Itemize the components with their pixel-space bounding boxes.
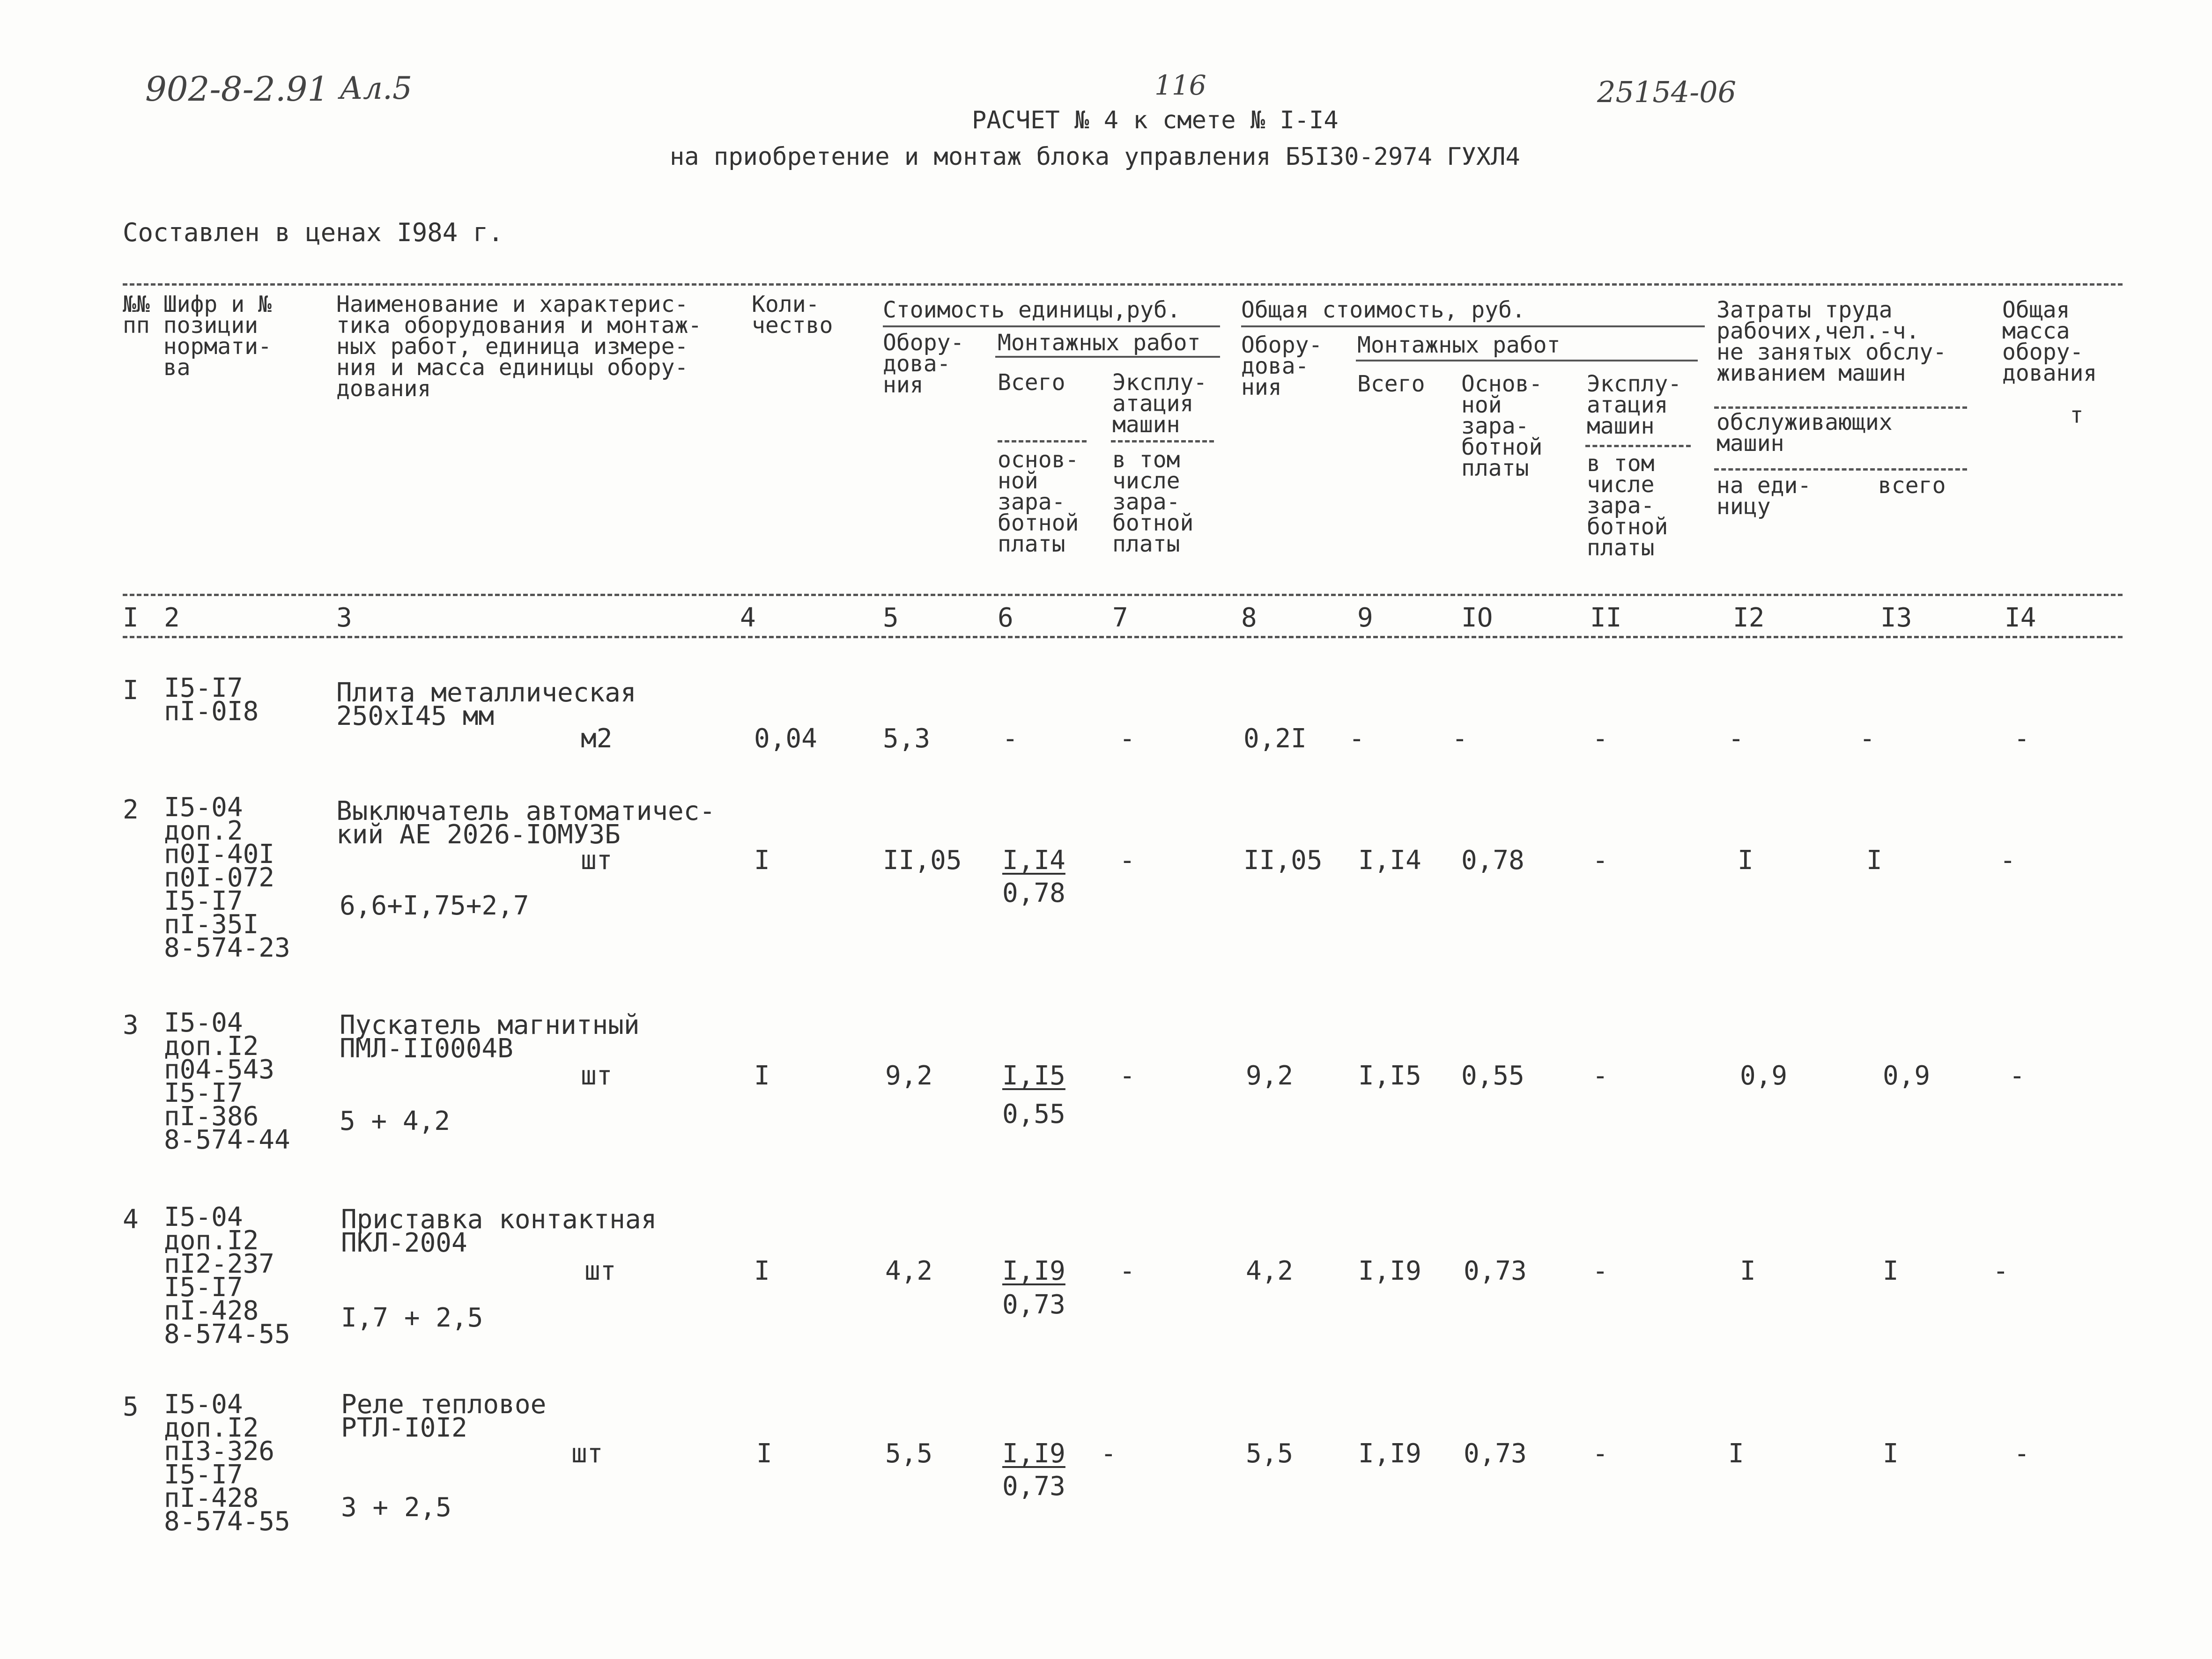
row-quantity: I — [754, 1256, 770, 1286]
row-total-mount: I,I5 — [1358, 1061, 1421, 1091]
header-unit-mount-wages: основ- ной зара- ботной платы — [998, 447, 1079, 557]
header-unit-cost-group: Стоимость единицы,руб. — [883, 297, 1181, 323]
row-unit-equipment: 5,3 — [883, 723, 931, 754]
header-unit-equipment: Обору- дова- ния — [883, 330, 964, 398]
row-code: I5-04 доп.I2 пI3-326 I5-I7 пI-428 8-574-55 — [164, 1389, 290, 1537]
row-total-mount: I,I9 — [1358, 1438, 1421, 1469]
col-number: I — [123, 603, 139, 633]
row-total-mount: I,I4 — [1358, 845, 1421, 876]
row-name: Выключатель автоматичес- кий АЕ 2026-IОМУ3Б — [336, 796, 716, 850]
page-subtitle: на приобретение и монтаж блока управления Б5I30-2974 ГУХЛ4 — [670, 143, 1520, 171]
row-total-equipment: II,05 — [1243, 845, 1323, 876]
row-mass: - — [1993, 1256, 2009, 1286]
prices-note: Составлен в ценах I984 г. — [123, 218, 503, 247]
row-unit-mount: I,I9 — [1002, 1438, 1065, 1469]
header-total-machine-op: Эксплу- атация машин — [1587, 371, 1682, 439]
row-unit-equipment: II,05 — [883, 845, 962, 876]
header-total-mount-group: Монтажных работ — [1357, 332, 1561, 358]
col-number: 5 — [883, 603, 899, 633]
row-mass-formula: 3 + 2,5 — [341, 1492, 452, 1523]
row-total-machine: - — [1592, 1256, 1608, 1286]
row-labor-unit: I — [1738, 845, 1753, 876]
row-quantity: 0,04 — [754, 723, 817, 754]
row-total-wages: - — [1452, 723, 1468, 754]
header-total-equipment: Обору- дова- ния — [1241, 332, 1323, 400]
row-labor-unit: 0,9 — [1740, 1061, 1788, 1091]
col-number: 7 — [1112, 603, 1128, 633]
row-total-equipment: 0,2I — [1243, 723, 1307, 754]
col-number: 4 — [740, 603, 756, 633]
row-name: Реле тепловое РТЛ-I0I2 — [341, 1389, 547, 1443]
header-code-col: №№ Шифр и № пп позиции нормати- ва — [123, 291, 272, 381]
row-mass-formula: I,7 + 2,5 — [341, 1303, 483, 1333]
col-number: 6 — [998, 603, 1014, 633]
row-name: Пускатель магнитный ПМЛ-II0004В — [340, 1010, 640, 1064]
row-unit-mount: - — [1002, 723, 1018, 754]
row-total-mount: - — [1349, 723, 1365, 754]
row-total-wages: 0,78 — [1461, 845, 1524, 876]
row-mass: - — [2014, 1438, 2030, 1469]
header-bottom-rule — [123, 594, 2123, 596]
col-number: 9 — [1357, 603, 1373, 633]
row-number: 2 — [123, 795, 139, 825]
row-name: Плита металлическая 250хI45 мм — [336, 678, 636, 731]
col-number: 3 — [336, 603, 352, 633]
row-total-machine: - — [1592, 723, 1608, 754]
header-unit-mount-group: Монтажных работ — [998, 330, 1201, 356]
row-labor-total: 0,9 — [1883, 1061, 1931, 1091]
row-mass-formula: 5 + 4,2 — [340, 1106, 451, 1136]
header-unit-machine-op: Эксплу- атация машин — [1112, 369, 1207, 438]
header-unit-mount-total: Всего — [998, 369, 1065, 396]
row-unit-mount-wages: 0,73 — [1002, 1290, 1065, 1320]
header-labor-group: Затраты труда рабочих,чел.-ч. не занятых обслу- живанием машин — [1716, 297, 1947, 386]
album-number: Ал.5 — [340, 70, 412, 106]
row-code: I5-04 доп.2 п0I-40I п0I-072 I5-I7 пI-35I 8-574-23 — [164, 792, 290, 963]
header-total-cost-group: Общая стоимость, руб. — [1241, 297, 1525, 323]
row-code: I5-04 доп.I2 пI2-237 I5-I7 пI-428 8-574-55 — [164, 1202, 290, 1349]
row-total-wages: 0,55 — [1461, 1061, 1524, 1091]
row-unit: шт — [581, 845, 613, 876]
row-labor-total: I — [1883, 1256, 1899, 1286]
row-unit-mount-wages: 0,55 — [1002, 1099, 1065, 1129]
header-name-col: Наименование и характерис- тика оборудования и монтаж- ных работ, единица измере- ния и масса единицы обору- дования — [336, 291, 702, 402]
header-total-machine-wages: в том числе зара- ботной платы — [1587, 450, 1668, 561]
col-number: 2 — [164, 603, 180, 633]
row-mass-formula: 6,6+I,75+2,7 — [340, 891, 529, 921]
header-unit-machine-wages: в том числе зара- ботной платы — [1112, 447, 1194, 557]
row-unit: шт — [571, 1438, 603, 1469]
row-code: I5-04 доп.I2 п04-543 I5-I7 пI-386 8-574-44 — [164, 1008, 290, 1155]
row-total-machine: - — [1592, 1438, 1608, 1469]
row-labor-unit: I — [1740, 1256, 1756, 1286]
row-name: Приставка контактная ПКЛ-2004 — [341, 1204, 657, 1258]
row-unit-mount: I,I9 — [1002, 1256, 1065, 1286]
row-labor-total: - — [1859, 723, 1875, 754]
row-unit-machine: - — [1101, 1438, 1117, 1469]
row-unit-equipment: 4,2 — [885, 1256, 933, 1286]
header-labor-machine-service: обслуживающих машин — [1716, 409, 1893, 457]
column-numbers-rule — [123, 636, 2123, 638]
col-number: 8 — [1241, 603, 1257, 633]
row-unit-equipment: 9,2 — [885, 1061, 933, 1091]
page-title: РАСЧЕТ № 4 к смете № I-I4 — [972, 106, 1339, 134]
row-unit-mount-wages: 0,78 — [1002, 878, 1065, 908]
row-unit-mount: I,I5 — [1002, 1061, 1065, 1091]
row-labor-unit: - — [1728, 723, 1744, 754]
row-number: 3 — [123, 1010, 139, 1040]
row-number: 4 — [123, 1204, 139, 1235]
header-total-mass: Общая масса обору- дования т — [2002, 297, 2097, 428]
row-mass: - — [2009, 1061, 2025, 1091]
row-unit-mount-wages: 0,73 — [1002, 1471, 1065, 1502]
row-quantity: I — [754, 1061, 770, 1091]
col-number: I4 — [2005, 603, 2036, 633]
row-total-equipment: 5,5 — [1246, 1438, 1294, 1469]
row-quantity: I — [754, 845, 770, 876]
doc-number: 25154-06 — [1597, 75, 1737, 109]
row-total-machine: - — [1592, 845, 1608, 876]
row-unit: шт — [581, 1061, 613, 1091]
header-labor-per-unit: на еди- ницу — [1716, 472, 1812, 520]
header-quantity-col: Коли- чество — [752, 291, 833, 339]
row-total-wages: 0,73 — [1464, 1256, 1527, 1286]
row-total-equipment: 9,2 — [1246, 1061, 1294, 1091]
row-number: 5 — [123, 1392, 139, 1422]
page-number: 116 — [1154, 69, 1206, 101]
header-top-rule — [123, 283, 2123, 286]
row-labor-total: I — [1866, 845, 1882, 876]
row-unit-machine: - — [1119, 723, 1135, 754]
row-quantity: I — [756, 1438, 772, 1469]
project-code: 902-8-2.91 — [145, 69, 329, 109]
row-total-wages: 0,73 — [1464, 1438, 1527, 1469]
row-total-equipment: 4,2 — [1246, 1256, 1294, 1286]
col-number: I3 — [1880, 603, 1912, 633]
row-unit-machine: - — [1119, 1061, 1135, 1091]
col-number: II — [1590, 603, 1622, 633]
header-total-mount-total: Всего — [1357, 371, 1425, 397]
row-unit: шт — [584, 1256, 616, 1286]
row-unit-machine: - — [1119, 1256, 1135, 1286]
row-mass: - — [2000, 845, 2016, 876]
col-number: I2 — [1733, 603, 1765, 633]
row-unit-mount: I,I4 — [1002, 845, 1065, 876]
col-number: IO — [1461, 603, 1493, 633]
row-total-machine: - — [1592, 1061, 1608, 1091]
row-unit: м2 — [581, 723, 613, 754]
row-unit-machine: - — [1119, 845, 1135, 876]
header-total-wages: Основ- ной зара- ботной платы — [1461, 371, 1543, 481]
row-mass: - — [2014, 723, 2030, 754]
row-number: I — [123, 675, 139, 706]
row-code: I5-I7 пI-0I8 — [164, 673, 259, 727]
row-labor-unit: I — [1728, 1438, 1744, 1469]
header-labor-total: всего — [1878, 472, 1946, 499]
row-total-mount: I,I9 — [1358, 1256, 1421, 1286]
row-unit-equipment: 5,5 — [885, 1438, 933, 1469]
row-labor-total: I — [1883, 1438, 1899, 1469]
